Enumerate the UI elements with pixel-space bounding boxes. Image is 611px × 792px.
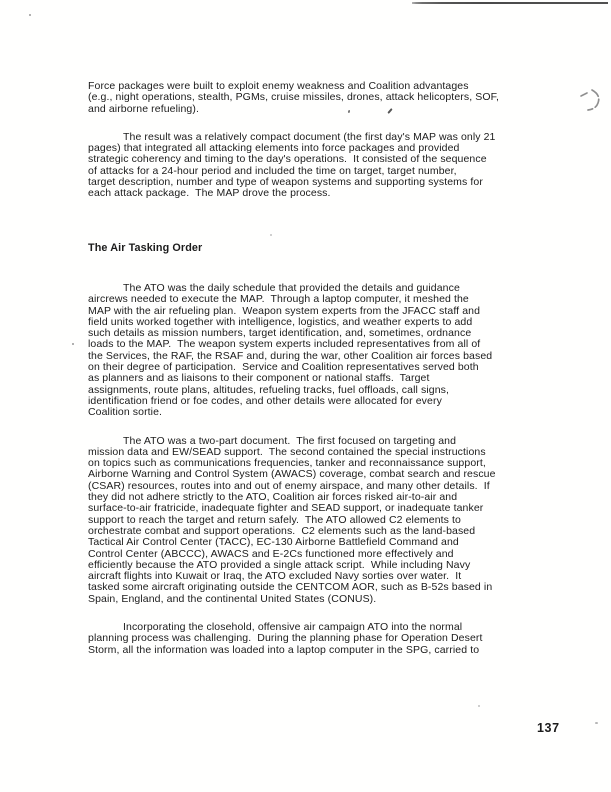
text-line: they did not adhere strictly to the ATO, Coalition air forces risked air-to-air and bbox=[88, 491, 458, 504]
paragraph bbox=[88, 622, 564, 656]
text-line: MAP with the air refueling plan. Weapon system experts from the JFACC staff and bbox=[88, 304, 481, 317]
text-line: as planners and as liaisons to their component or national staffs. Target bbox=[88, 372, 430, 385]
text-line: Control Center (ABCCC), AWACS and E-2Cs functioned more effectively and bbox=[88, 547, 454, 560]
text-line: Incorporating the closehold, offensive air campaign ATO into the normal bbox=[123, 620, 463, 633]
text-line: orchestrate combat and support operations. C2 elements such as the land-based bbox=[88, 524, 476, 537]
text-line: aircrews needed to execute the MAP. Through a laptop computer, it meshed the bbox=[88, 293, 469, 306]
text-line: mission data and EW/SEAD support. The second contained the special instructions bbox=[88, 445, 486, 458]
text-line: identification friend or foe codes, and other details were allocated for every bbox=[88, 394, 442, 407]
text-line: support to reach the target and return safely. The ATO allowed C2 elements to bbox=[88, 513, 461, 526]
text-line: Tactical Air Control Center (TACC), EC-130 Airborne Battlefield Command and bbox=[88, 536, 459, 549]
paragraph bbox=[88, 81, 564, 115]
text-line: Airborne Warning and Control System (AWACS) coverage, combat search and rescue bbox=[88, 468, 496, 481]
text-line: on their degree of participation. Service and Coalition representatives served both bbox=[88, 361, 479, 374]
text-line: assignments, route plans, altitudes, refueling tracks, fuel offloads, call signs, bbox=[88, 383, 450, 396]
text-line: The result was a relatively compact document (the first day's MAP was only 21 bbox=[123, 130, 496, 143]
scan-speckle bbox=[595, 722, 598, 724]
text-line: such details as mission numbers, target identification, and, sometimes, ordnance bbox=[88, 327, 472, 340]
scan-speckle bbox=[270, 234, 272, 236]
pen-mark-icon bbox=[579, 87, 605, 113]
text-line: Storm, all the information was loaded into a laptop computer in the SPG, carried to bbox=[88, 643, 480, 656]
text-line: of attacks for a 24-hour period and included the time on target, target number, bbox=[88, 164, 457, 177]
text-line: efficiently because the ATO provided a single attack script. While including Navy bbox=[88, 558, 471, 571]
text-line: each attack package. The MAP drove the process. bbox=[88, 187, 331, 200]
page-number: 137 bbox=[537, 721, 560, 735]
document-body bbox=[88, 81, 564, 673]
text-line: The ATO was the daily schedule that provided the details and guidance bbox=[123, 281, 460, 294]
text-line: loads to the MAP. The weapon system experts included representatives from all of bbox=[88, 338, 481, 351]
text-line: surface-to-air fratricide, inadequate fighter and SEAD support, or inadequate tanker bbox=[88, 502, 484, 515]
text-line: the Services, the RAF, the RSAF and, during the war, other Coalition air forces based bbox=[88, 349, 493, 362]
paragraph bbox=[88, 436, 564, 605]
scan-edge-artifact bbox=[412, 2, 608, 4]
text-line: Force packages were built to exploit enemy weakness and Coalition advantages bbox=[88, 80, 469, 92]
text-line: and airborne refueling). bbox=[88, 102, 199, 115]
text-line: on topics such as communications frequencies, tanker and reconnaissance support, bbox=[88, 457, 486, 470]
scan-speckle bbox=[72, 343, 74, 345]
text-line: Spain, England, and the continental United States (CONUS). bbox=[88, 592, 377, 605]
text-line: Coalition sortie. bbox=[88, 406, 163, 419]
text-line: target description, number and type of weapon systems and supporting systems for bbox=[88, 176, 483, 189]
text-line: (CSAR) resources, routes into and out of enemy airspace, and many other details. If bbox=[88, 479, 490, 492]
section-heading: The Air Tasking Order bbox=[88, 241, 203, 254]
text-line: (e.g., night operations, stealth, PGMs, cruise missiles, drones, attack helicopters, SOF, bbox=[88, 91, 499, 104]
scan-speckle bbox=[478, 705, 480, 707]
text-line: field units worked together with intelligence, logistics, and weather experts to add bbox=[88, 315, 473, 328]
text-line: aircraft flights into Kuwait or Iraq, the ATO excluded Navy sorties over water. It bbox=[88, 570, 462, 583]
text-line: The ATO was a two-part document. The first focused on targeting and bbox=[123, 434, 457, 447]
text-line: pages) that integrated all attacking elements into force packages and provided bbox=[88, 142, 460, 155]
paragraph bbox=[88, 283, 564, 419]
scan-speckle bbox=[29, 14, 31, 16]
text-line: planning process was challenging. During the planning phase for Operation Desert bbox=[88, 632, 483, 645]
paragraph bbox=[88, 132, 564, 200]
text-line: tasked some aircraft originating outside the CENTCOM AOR, such as B-52s based in bbox=[88, 581, 493, 594]
text-line: strategic coherency and timing to the day's operations. It consisted of the sequence bbox=[88, 153, 487, 166]
